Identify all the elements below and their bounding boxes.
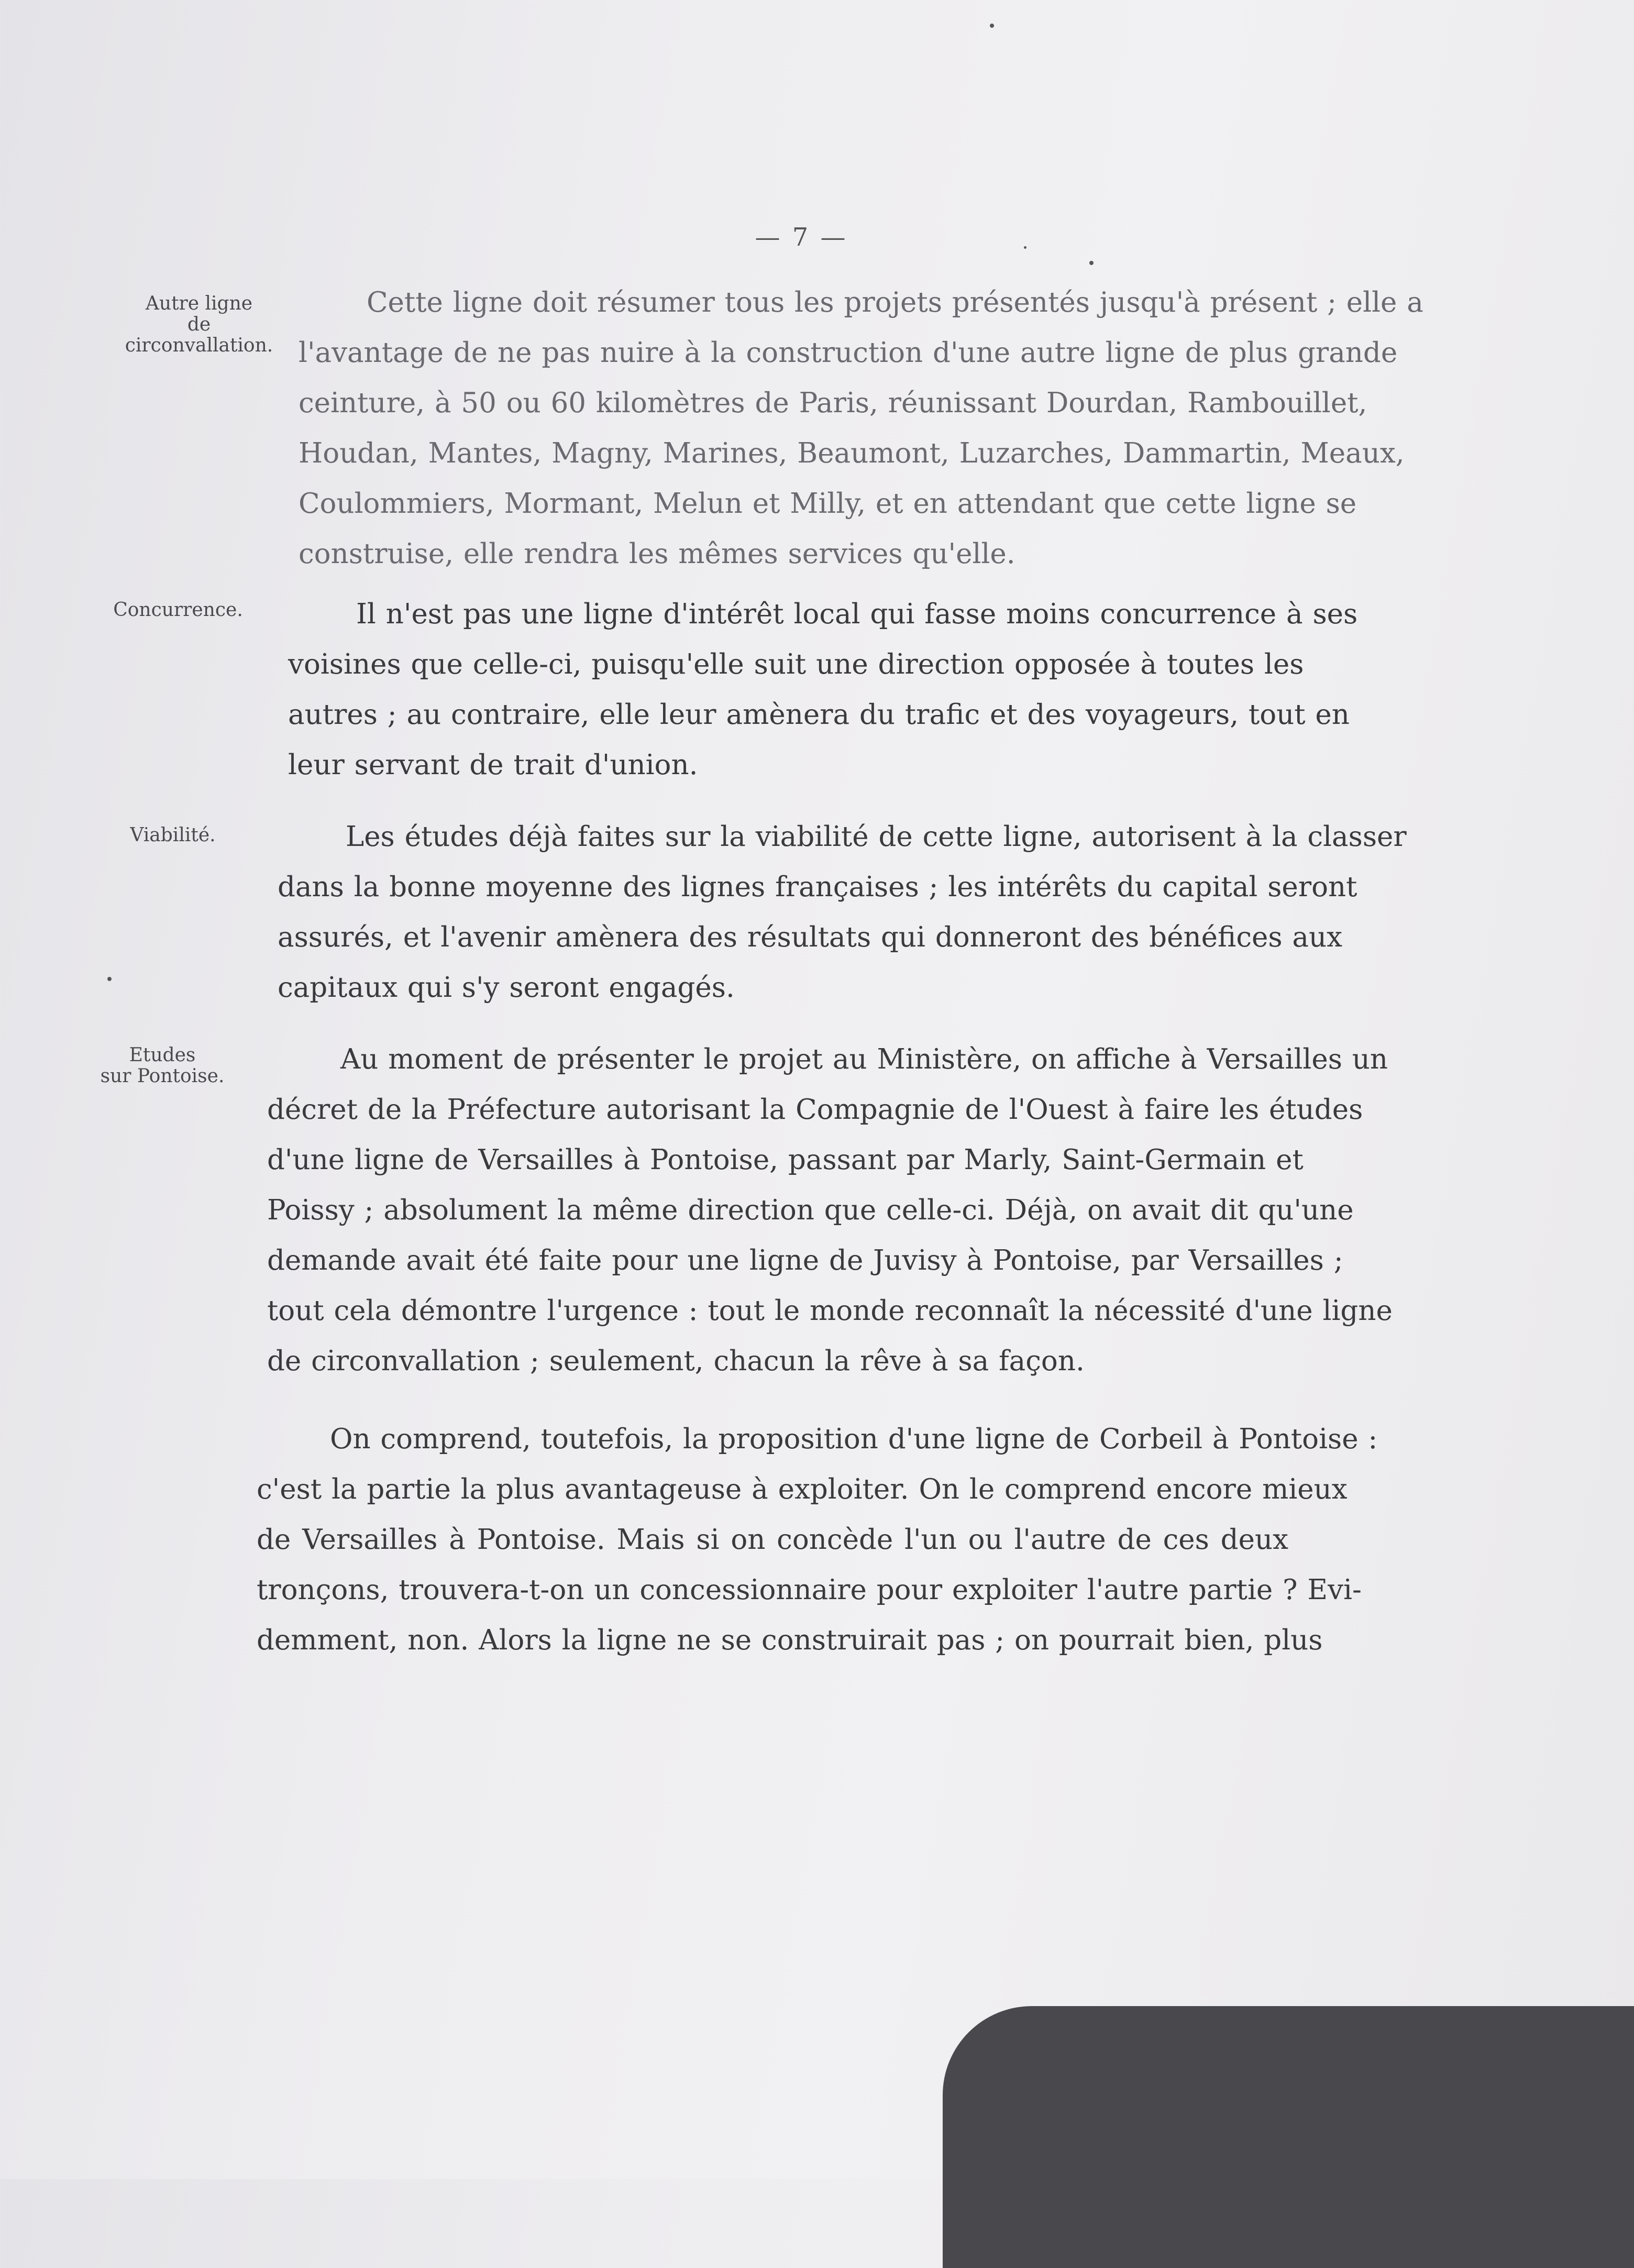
text-line: Cette ligne doit résumer tous les projets présentés jusqu'à présent ; elle a (367, 287, 1423, 318)
margin-note-autre-ligne: Autre ligne de circonvallation. (125, 293, 273, 356)
paper-speck (107, 977, 112, 981)
paper-speck (990, 24, 994, 28)
text-line: assurés, et l'avenir amènera des résultats qui donneront des bénéfices aux (278, 921, 1343, 953)
text-line: Il n'est pas une ligne d'intérêt local qui fasse moins concurrence à ses (356, 598, 1358, 630)
text-line: Au moment de présenter le projet au Ministère, on affiche à Versailles un (340, 1043, 1388, 1075)
text-line: demande avait été faite pour une ligne de Juvisy à Pontoise, par Versailles ; (267, 1245, 1343, 1276)
text-line: de Versailles à Pontoise. Mais si on concède l'un ou l'autre de ces deux (257, 1524, 1288, 1556)
margin-note-etudes-pontoise: Etudes sur Pontoise. (100, 1044, 225, 1087)
text-line: construise, elle rendra les mêmes services qu'elle. (299, 538, 1015, 570)
text-line: Coulommiers, Mormant, Melun et Milly, et en attendant que cette ligne se (299, 488, 1357, 520)
paragraph-viabilite (278, 812, 1407, 1013)
margin-note-viabilite: Viabilité. (130, 824, 216, 846)
hand-shadow (943, 2006, 1634, 2268)
text-line: capitaux qui s'y seront engagés. (278, 972, 735, 1004)
text-line: Les études déjà faites sur la viabilité de cette ligne, autorisent à la classer (346, 821, 1407, 853)
text-line: tout cela démontre l'urgence : tout le monde reconnaît la nécessité d'une ligne (267, 1295, 1393, 1327)
text-line: d'une ligne de Versailles à Pontoise, passant par Marly, Saint-Germain et (267, 1144, 1304, 1176)
text-line: autres ; au contraire, elle leur amènera du trafic et des voyageurs, tout en (288, 699, 1350, 731)
text-line: dans la bonne moyenne des lignes françaises ; les intérêts du capital seront (278, 871, 1357, 903)
text-line: c'est la partie la plus avantageuse à exploiter. On le comprend encore mieux (257, 1473, 1348, 1505)
paragraph-concurrence (288, 589, 1358, 790)
text-line: leur servant de trait d'union. (288, 749, 698, 781)
paragraph-etudes-pontoise (267, 1034, 1393, 1386)
text-line: demment, non. Alors la ligne ne se construirait pas ; on pourrait bien, plus (257, 1624, 1323, 1656)
text-line: de circonvallation ; seulement, chacun la rêve à sa façon. (267, 1345, 1085, 1377)
text-line: Poissy ; absolument la même direction que celle-ci. Déjà, on avait dit qu'une (267, 1194, 1354, 1226)
text-line: voisines que celle-ci, puisqu'elle suit une direction opposée à toutes les (288, 648, 1304, 680)
text-line: On comprend, toutefois, la proposition d'une ligne de Corbeil à Pontoise : (330, 1423, 1378, 1455)
paper-speck (1089, 261, 1094, 265)
paragraph-corbeil-pontoise (257, 1414, 1378, 1666)
text-line: Houdan, Mantes, Magny, Marines, Beaumont, Luzarches, Dammartin, Meaux, (299, 437, 1405, 469)
page-number: — 7 — (755, 223, 848, 252)
text-line: tronçons, trouvera-t-on un concessionnaire pour exploiter l'autre partie ? Evi- (257, 1574, 1362, 1606)
paragraph-autre-ligne (299, 278, 1423, 579)
text-line: l'avantage de ne pas nuire à la construction d'une autre ligne de plus grande (299, 337, 1398, 369)
text-line: décret de la Préfecture autorisant la Compagnie de l'Ouest à faire les études (267, 1094, 1363, 1126)
text-line: ceinture, à 50 ou 60 kilomètres de Paris, réunissant Dourdan, Rambouillet, (299, 387, 1367, 419)
paper-speck (1024, 246, 1026, 249)
margin-note-concurrence: Concurrence. (113, 599, 243, 621)
